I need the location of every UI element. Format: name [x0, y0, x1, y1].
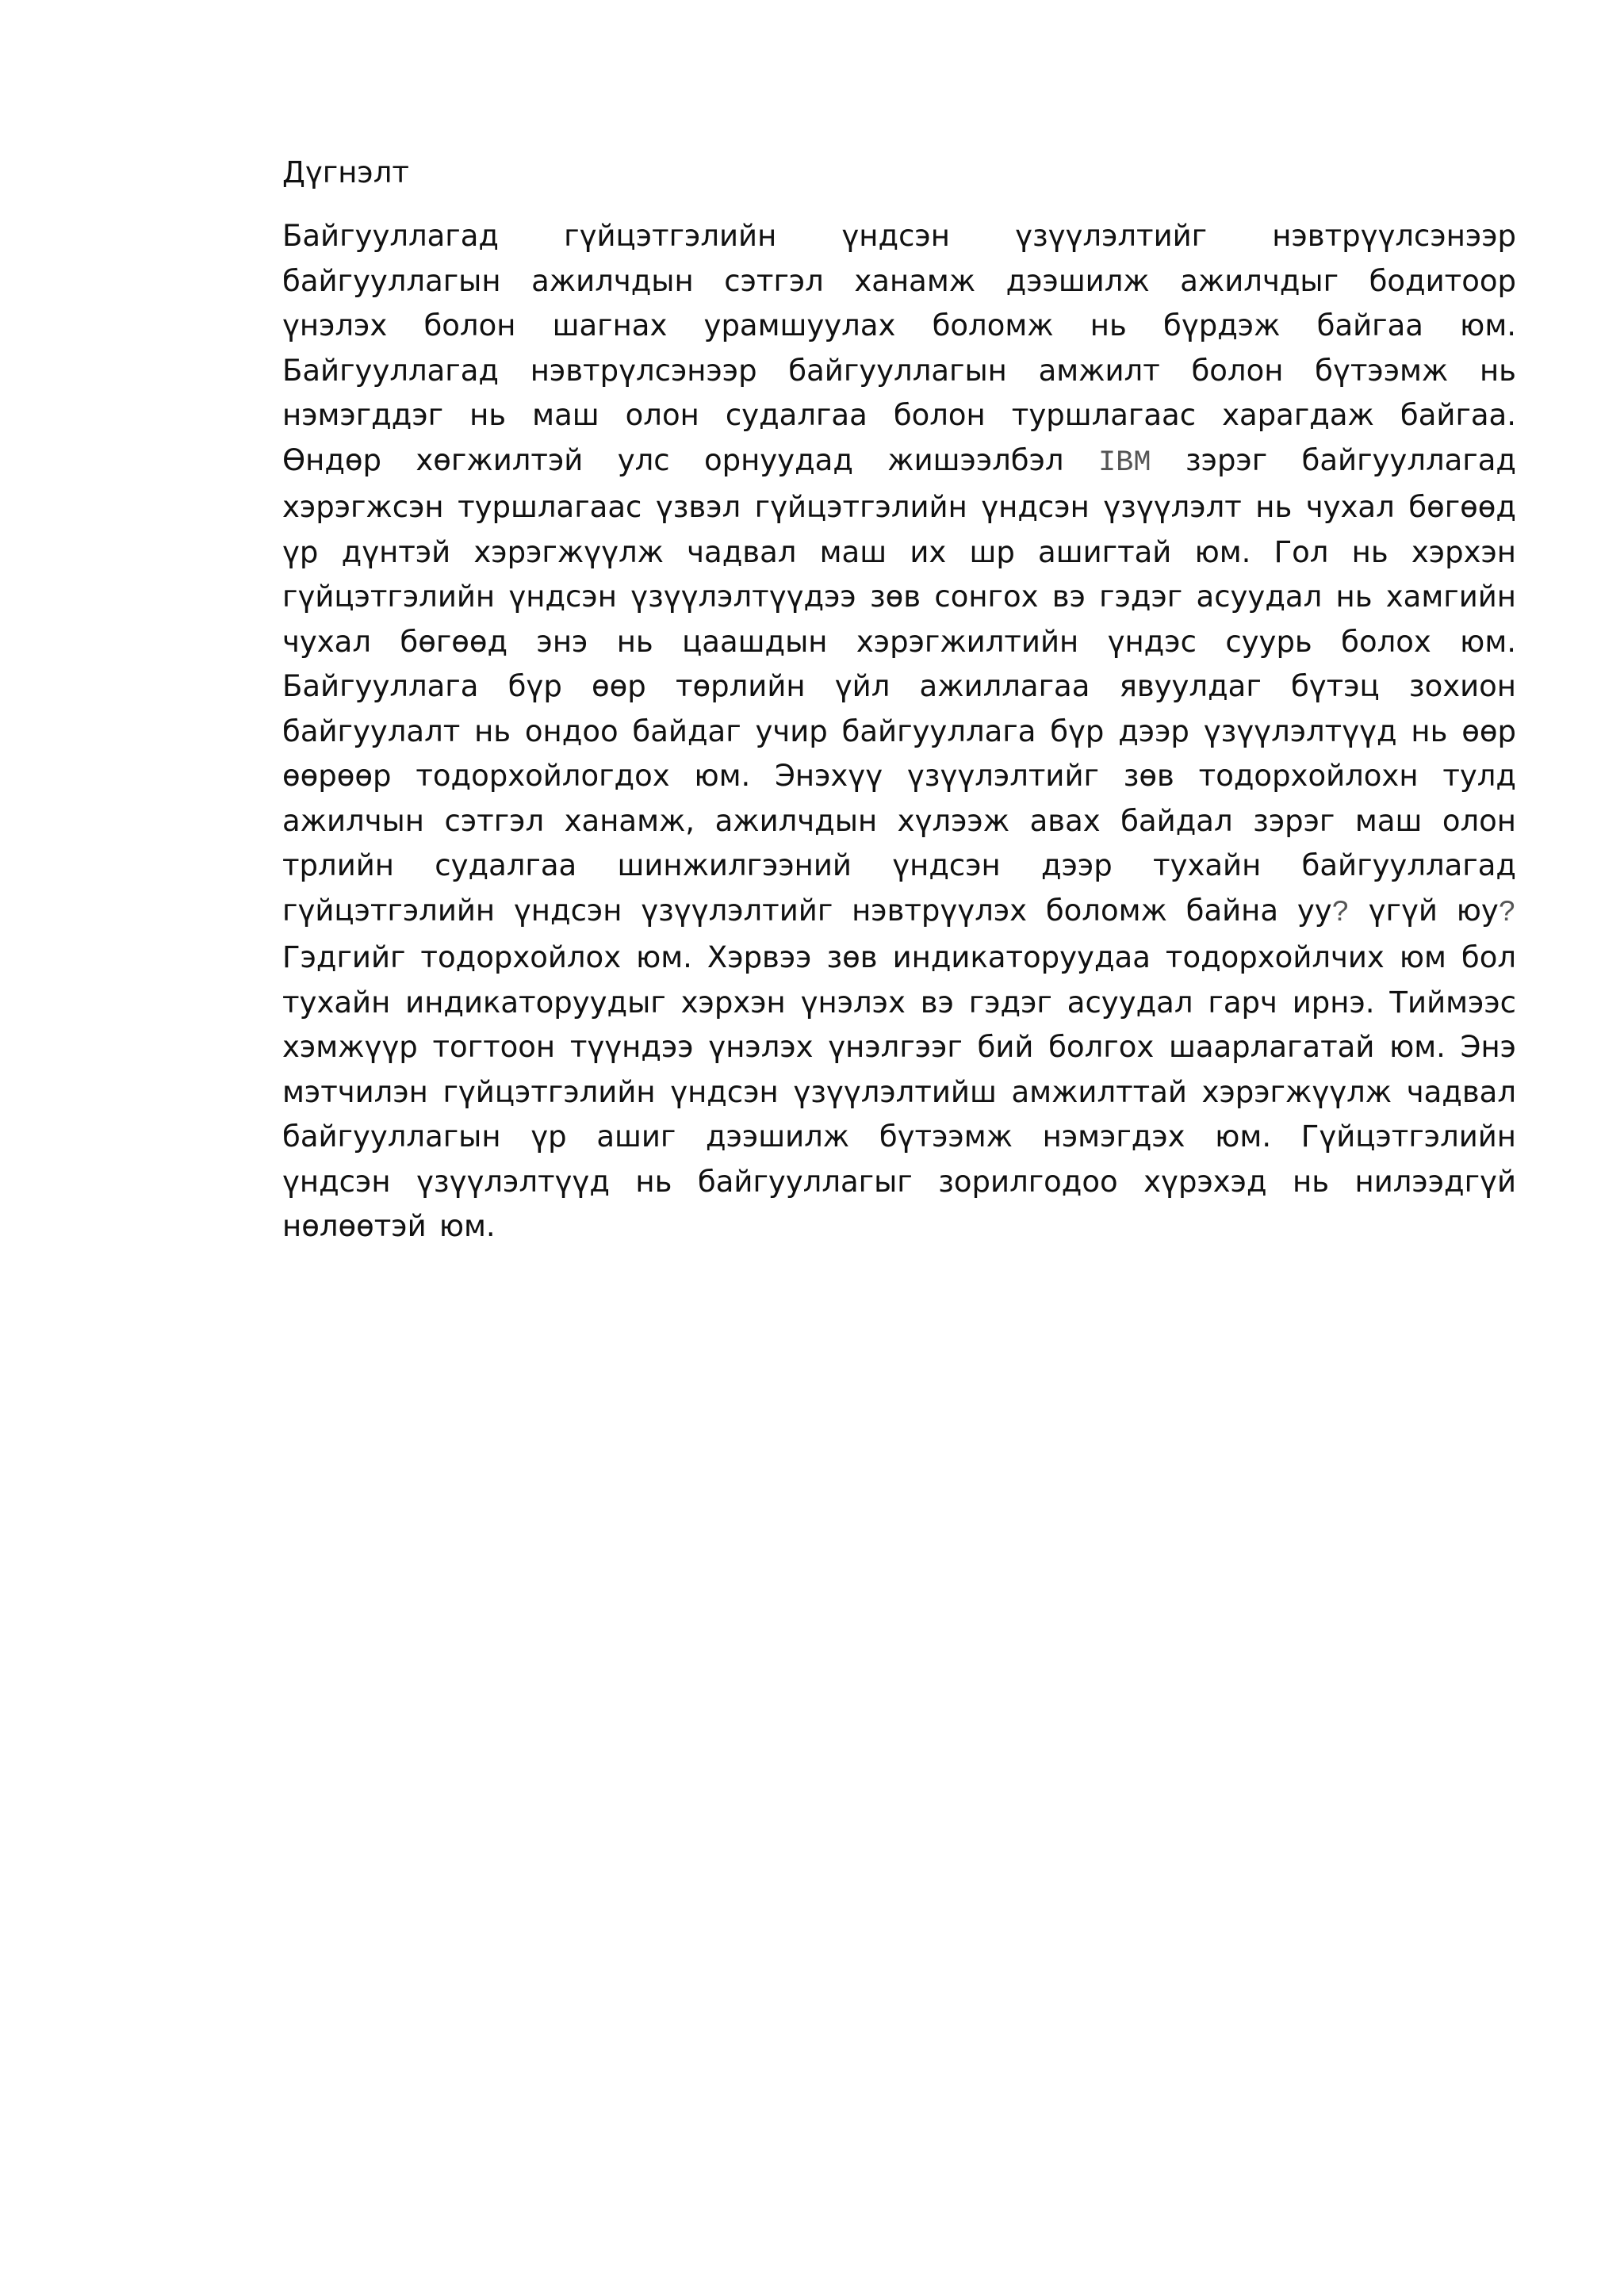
body-paragraph — [282, 214, 1516, 1249]
question-mark-2: ? — [1498, 896, 1516, 930]
paragraph-text-part-4: Гэдгийг тодорхойлох юм. Хэрвээ зөв индикаторуудаа тодорхойлчих юм бол тухайн индикаторуудыг хэрхэн үнэлэх вэ гэдэг асуудал гарч ирнэ. Тиймээс хэмжүүр тогтоон түүндээ үнэлэх үнэлгээг бий болгох шаарлагатай юм. Энэ мэтчилэн гүйцэтгэлийн үндсэн үзүүлэлтийш амжилттай хэрэгжүүлж чадвал байгууллагын үр ашиг дээшилж бүтээмж нэмэгдэх юм. Гүйцэтгэлийн үндсэн үзүүлэлтүүд нь байгууллагыг зорилгодоо хүрэхэд нь нилээдгүй нөлөөтэй юм. — [282, 940, 1516, 1243]
ibm-reference: IBM — [1097, 446, 1151, 480]
paragraph-text-part-2: зэрэг байгууллагад хэрэгжсэн туршлагаас үзвэл гүйцэтгэлийн үндсэн үзүүлэлт нь чухал бөгөөд үр дүнтэй хэрэгжүүлж чадвал маш их шр ашигтай юм. Гол нь хэрхэн гүйцэтгэлийн үндсэн үзүүлэлтүүдээ зөв сонгох вэ гэдэг асуудал нь хамгийн чухал бөгөөд энэ нь цаашдын хэрэгжилтийн үндэс суурь болох юм. Байгууллага бүр өөр төрлийн үйл ажиллагаа явуулдаг бүтэц зохион байгуулалт нь ондоо байдаг учир байгууллага бүр дээр үзүүлэлтүүд нь өөр өөрөөр тодорхойлогдох юм. Энэхүү үзүүлэлтийг зөв тодорхойлохн тулд ажилчын сэтгэл ханамж, ажилчдын хүлээж авах байдал зэрэг маш олон трлийн судалгаа шинжилгээний үндсэн дээр тухайн байгууллагад гүйцэтгэлийн үндсэн үзүүлэлтийг нэвтрүүлэх боломж байна уу — [282, 442, 1516, 928]
question-mark-1: ? — [1331, 896, 1350, 930]
section-heading: Дүгнэлт — [282, 155, 409, 189]
document-content — [282, 151, 1516, 1249]
paragraph-text-part-3: үгүй юу — [1349, 893, 1499, 928]
paragraph-text-part-1: Байгууллагад гүйцэтгэлийн үндсэн үзүүлэлтийг нэвтрүүлсэнээр байгууллагын ажилчдын сэтгэл ханамж дээшилж ажилчдыг бодитоор үнэлэх болон шагнах урамшуулах боломж нь бүрдэж байгаа юм. Байгууллагад нэвтрүлсэнээр байгууллагын амжилт болон бүтээмж нь нэмэгддэг нь маш олон судалгаа болон туршлагаас харагдаж байгаа. Өндөр хөгжилтэй улс орнуудад жишээлбэл — [282, 219, 1516, 477]
